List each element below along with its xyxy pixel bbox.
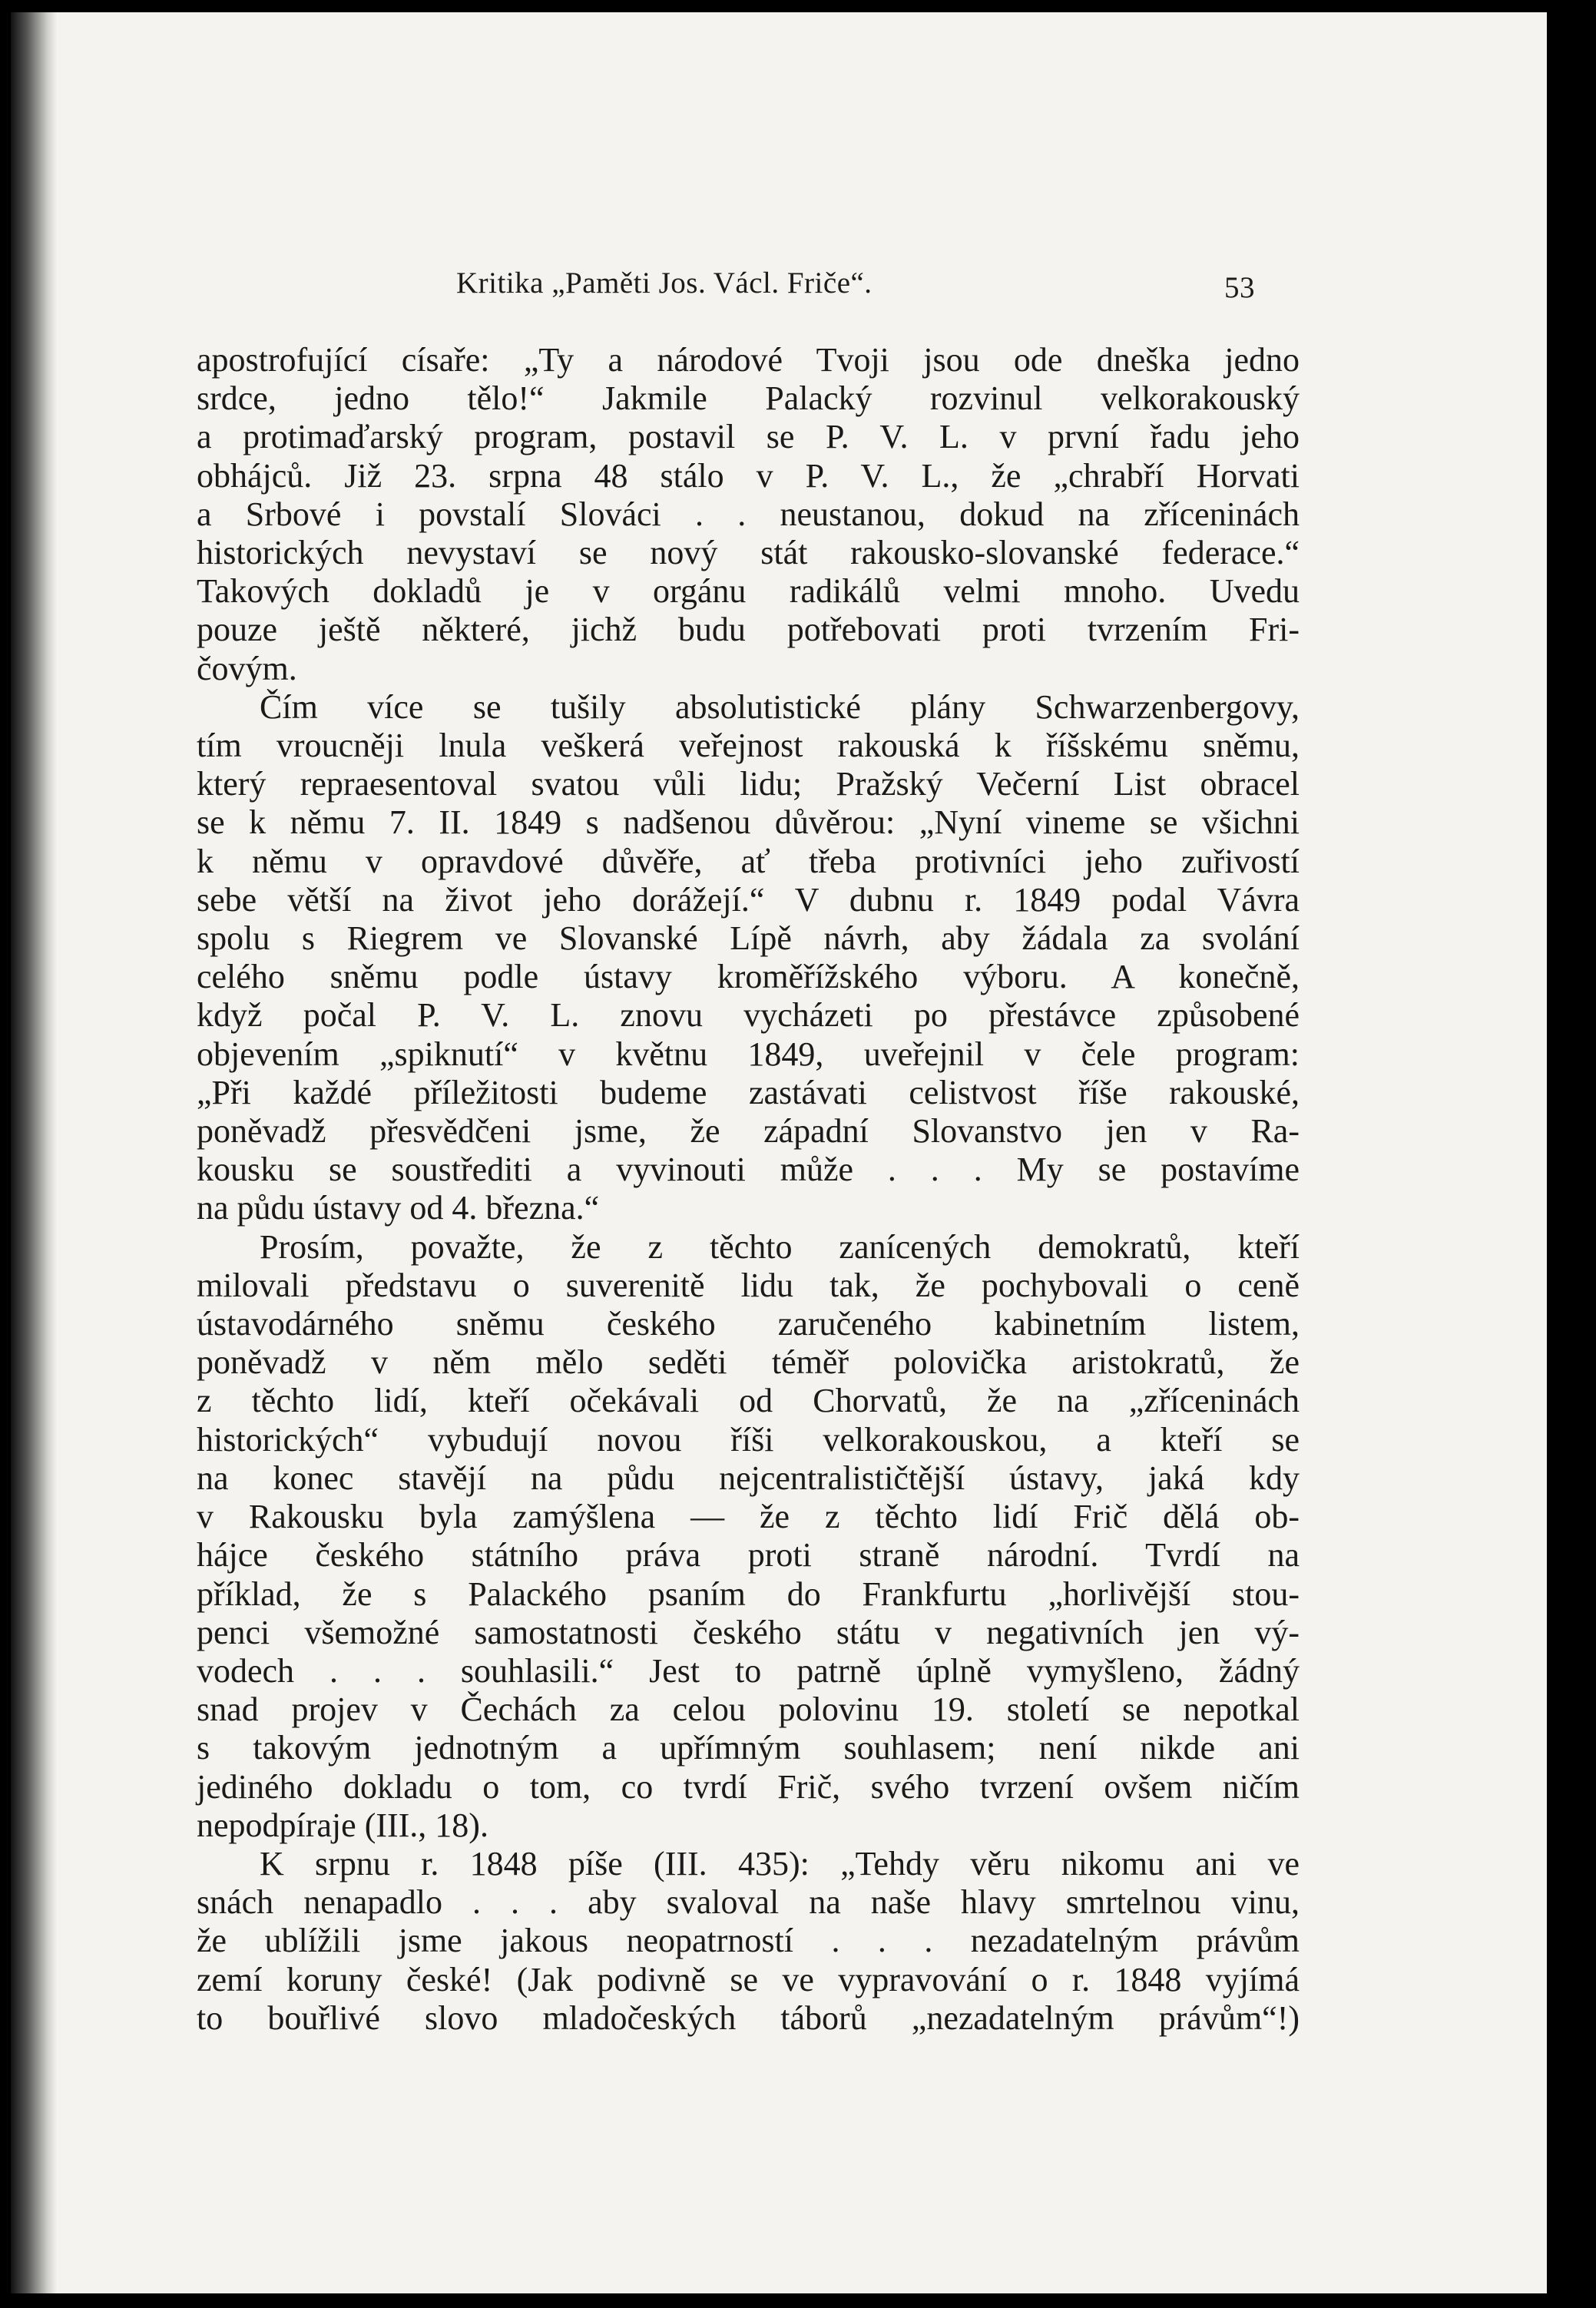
text-line: penci všemožné samostatnosti českého státu v negativních jen vý- xyxy=(197,1613,1300,1651)
text-line: objevením „spiknutí“ v květnu 1849, uveřejnil v čele program: xyxy=(197,1035,1300,1073)
text-line: když počal P. V. L. znovu vycházeti po přestávce způsobené xyxy=(197,996,1300,1035)
text-line: v Rakousku byla zamýšlena — že z těchto lidí Frič dělá ob- xyxy=(197,1498,1300,1536)
text-line: hájce českého státního práva proti straně národní. Tvrdí na xyxy=(197,1536,1300,1575)
text-line: k němu v opravdové důvěře, ať třeba protivníci jeho zuřivostí xyxy=(197,842,1300,880)
text-line: z těchto lidí, kteří očekávali od Chorvatů, že na „zříceninách xyxy=(197,1382,1300,1420)
text-line: a Srbové i povstalí Slováci . . neustanou, dokud na zříceninách xyxy=(197,495,1300,533)
text-line: spolu s Riegrem ve Slovanské Lípě návrh, aby žádala za svolání xyxy=(197,919,1300,958)
text-line: historických nevystaví se nový stát rakousko-slovanské federace.“ xyxy=(197,534,1300,572)
text-line: obhájců. Již 23. srpna 48 stálo v P. V. L., že „chrabří Horvati xyxy=(197,456,1300,495)
text-line: čovým. xyxy=(197,649,297,687)
text-line: na konec stavějí na půdu nejcentralističtější ústavy, jaká kdy xyxy=(197,1459,1300,1497)
text-line: pouze ještě některé, jichž budu potřebovati proti tvrzením Fri- xyxy=(197,611,1300,649)
text-line: „Při každé příležitosti budeme zastávati celistvost říše rakouské, xyxy=(197,1073,1300,1111)
text-line: sebe větší na život jeho dorážejí.“ V dubnu r. 1849 podal Vávra xyxy=(197,880,1300,919)
text-line: zemí koruny české! (Jak podivně se ve vypravování o r. 1848 vyjímá xyxy=(197,1960,1300,1998)
body-text xyxy=(197,341,1300,2038)
text-line: historických“ vybudují novou říši velkorakouskou, a kteří se xyxy=(197,1420,1300,1459)
text-line: poněvadž v něm mělo seděti téměř polovička aristokratů, že xyxy=(197,1343,1300,1382)
text-line: s takovým jednotným a upřímným souhlasem; není nikde ani xyxy=(197,1729,1300,1767)
text-line: K srpnu r. 1848 píše (III. 435): „Tehdy věru nikomu ani ve xyxy=(260,1844,1300,1882)
text-line: apostrofující císaře: „Ty a národové Tvoji jsou ode dneška jedno xyxy=(197,341,1300,379)
text-line: to bouřlivé slovo mladočeských táborů „nezadatelným právům“!) xyxy=(197,1998,1300,2037)
text-line: jediného dokladu o tom, co tvrdí Frič, svého tvrzení ovšem ničím xyxy=(197,1767,1300,1806)
text-line: celého sněmu podle ústavy kroměřížského výboru. A konečně, xyxy=(197,958,1300,996)
text-line: na půdu ústavy od 4. března.“ xyxy=(197,1189,600,1227)
text-line: poněvadž přesvědčeni jsme, že západní Slovanstvo jen v Ra- xyxy=(197,1112,1300,1151)
running-title: Kritika „Paměti Jos. Václ. Friče“. xyxy=(456,267,873,300)
text-line: který repraesentoval svatou vůli lidu; Pražský Večerní List obracel xyxy=(197,765,1300,803)
text-line: Čím více se tušily absolutistické plány Schwarzenbergovy, xyxy=(260,687,1300,726)
binding-shadow xyxy=(11,12,57,2293)
text-line: že ublížili jsme jakous neopatrností . . . nezadatelným právům xyxy=(197,1922,1300,1960)
text-line: snad projev v Čechách za celou polovinu 19. století se nepotkal xyxy=(197,1690,1300,1729)
text-line: vodech . . . souhlasili.“ Jest to patrně úplně vymyšleno, žádný xyxy=(197,1651,1300,1690)
text-line: tím vroucněji lnula veškerá veřejnost rakouská k říšskému sněmu, xyxy=(197,727,1300,765)
text-line: Prosím, považte, že z těchto zanícených demokratů, kteří xyxy=(260,1227,1300,1266)
text-line: a protimaďarský program, postavil se P. V. L. v první řadu jeho xyxy=(197,418,1300,456)
text-line: milovali představu o suverenitě lidu tak, že pochybovali o ceně xyxy=(197,1266,1300,1304)
text-line: srdce, jedno tělo!“ Jakmile Palacký rozvinul velkorakouský xyxy=(197,379,1300,418)
page-number: 53 xyxy=(1224,271,1255,304)
text-line: ústavodárného sněmu českého zaručeného kabinetním listem, xyxy=(197,1305,1300,1343)
text-line: příklad, že s Palackého psaním do Frankfurtu „horlivější stou- xyxy=(197,1575,1300,1613)
text-line: se k němu 7. II. 1849 s nadšenou důvěrou: „Nyní vineme se všichni xyxy=(197,803,1300,842)
book-page xyxy=(11,12,1547,2293)
text-line: snách nenapadlo . . . aby svaloval na naše hlavy smrtelnou vinu, xyxy=(197,1883,1300,1922)
text-line: nepodpíraje (III., 18). xyxy=(197,1806,488,1844)
running-head xyxy=(456,266,1301,304)
text-line: kousku se soustřediti a vyvinouti může . . . My se postavíme xyxy=(197,1151,1300,1189)
text-line: Takových dokladů je v orgánu radikálů velmi mnoho. Uvedu xyxy=(197,572,1300,611)
